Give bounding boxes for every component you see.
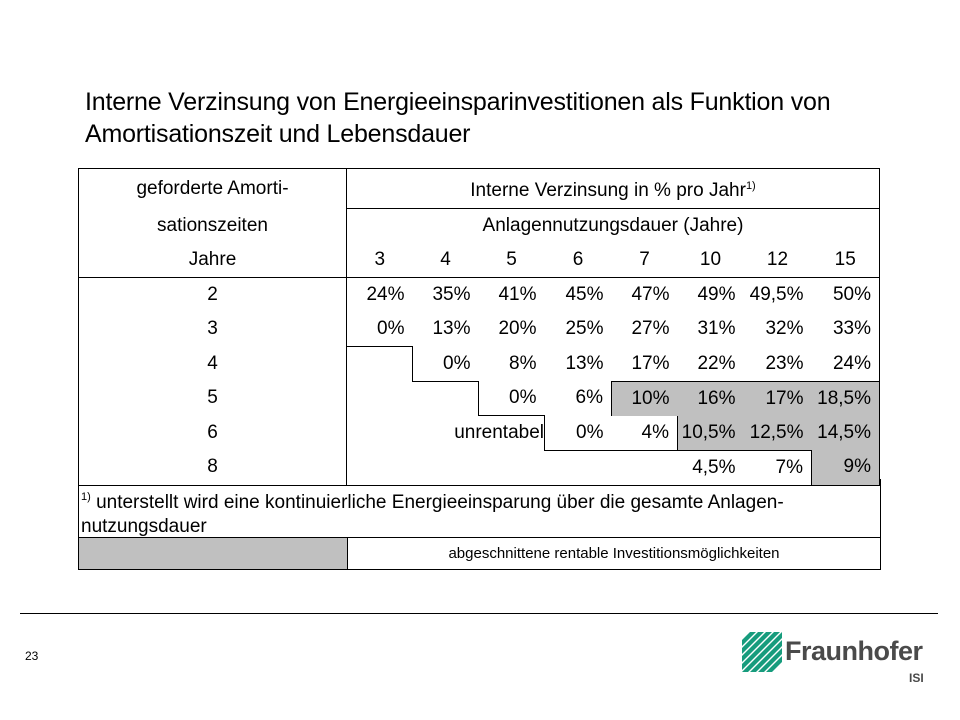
value-cell: 13% [432,318,471,340]
value-cell-shaded: 16% [678,381,744,416]
value-cell: 50% [812,278,880,313]
value-cell: 24% [366,284,405,305]
legend-swatch [79,538,348,569]
header-interest [347,169,880,209]
amort-cell: 8 [79,450,347,485]
value-cell: 4% [612,416,678,451]
value-cell: 17% [631,352,670,374]
value-cell: 41% [498,284,537,305]
value-cell: 4,5% [678,450,744,485]
value-cell-shaded: 17% [744,381,812,416]
lifetime-header-cell: 15 [812,243,880,278]
value-cell: 23% [765,352,804,374]
value-cell: 49% [697,284,736,305]
amort-cell: 6 [79,416,347,451]
lifetime-header-cell: 7 [612,243,678,278]
amort-cell: 4 [79,347,347,382]
footnote-marker: 1) [81,491,91,503]
row-header-line-3: Jahre [79,243,347,278]
footnote [78,479,881,538]
value-cell [347,381,413,416]
legend-label: abgeschnittene rentable Investitionsmöglichkeiten [448,545,780,562]
slide-title [85,86,905,150]
value-cell [347,347,413,382]
value-cell-shaded: 10% [612,381,678,416]
footnote-text: unterstellt wird eine kontinuierliche Energieeinsparung über die gesamte Anlagen-nutzungsdauer [81,492,784,537]
value-cell: 13% [565,352,604,374]
value-cell: 0% [347,312,413,347]
value-cell-shaded: 10,5% [678,416,744,451]
value-cell: 0% [413,347,479,382]
value-cell: 7% [744,450,812,485]
value-cell: 45% [565,284,604,305]
value-cell: 47% [631,284,670,305]
value-cell: 8% [509,352,537,374]
lifetime-header-cell: 12 [744,243,812,278]
value-cell: 27% [631,318,670,340]
unprofitable-label: unrentabel [454,422,544,443]
value-cell: 22% [697,352,736,374]
legend [78,537,881,570]
value-cell [413,381,479,416]
lifetime-header-cell: 4 [413,243,479,278]
row-header-line-2: sationszeiten [79,209,347,244]
value-cell: 0% [479,381,545,416]
table-row [79,278,880,313]
amort-cell: 3 [79,312,347,347]
logo-sub: ISI [909,671,924,685]
amort-cell: 5 [79,381,347,416]
value-cell: 0% [545,416,612,451]
lifetime-header-cell: 3 [347,243,413,278]
row-header-line-1: geforderte Amorti- [79,169,347,209]
value-cell: 25% [565,318,604,340]
logo-wordmark: Fraunhofer [785,636,923,666]
fraunhofer-logo-icon [742,632,782,672]
value-cell: 20% [498,318,537,340]
value-cell: 31% [697,318,736,340]
value-cell-shaded: 14,5% [812,416,880,451]
value-cell-shaded: 18,5% [812,381,880,416]
header-lifetime: Anlagennutzungsdauer (Jahre) [347,209,880,244]
lifetime-header-cell: 6 [545,243,612,278]
lifetime-header-cell: 5 [479,243,545,278]
page-number: 23 [25,649,39,663]
value-cell-shaded: 12,5% [744,416,812,451]
fraunhofer-logo [740,628,940,688]
value-cell: 32% [765,318,804,340]
value-cell: 35% [432,284,471,305]
footer-divider [20,613,938,614]
amort-cell: 2 [79,278,347,313]
value-cell: 33% [812,312,880,347]
irr-table [78,168,880,486]
header-footnote-marker: 1) [745,180,756,192]
table-row [79,416,880,451]
table-row [79,381,880,416]
table-row [79,312,880,347]
value-cell-shaded: 9% [812,450,880,485]
lifetime-header-cell: 10 [678,243,744,278]
slide-title-line-1: Interne Verzinsung von Energieeinsparinvestitionen als Funktion von [85,88,831,116]
slide-title-line-2: Amortisationszeit und Lebensdauer [85,120,471,148]
header-interest-text: Interne Verzinsung in % pro Jahr [470,180,746,201]
value-cell: 49,5% [749,284,804,305]
table-row [79,347,880,382]
value-cell: 24% [812,347,880,382]
value-cell: 6% [575,387,603,409]
